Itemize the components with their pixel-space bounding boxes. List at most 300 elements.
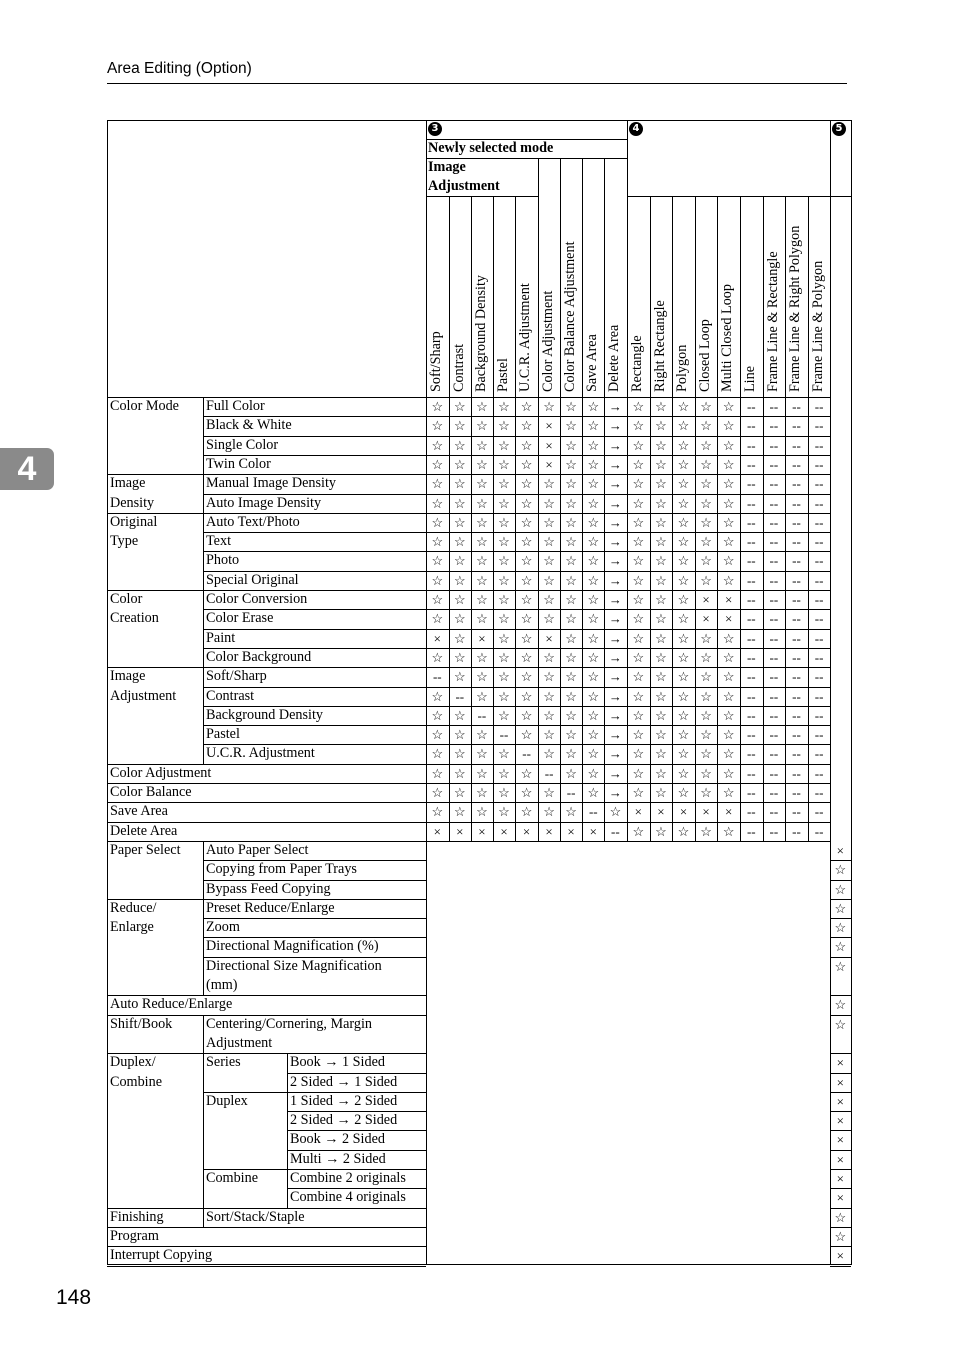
compat-cell: × <box>836 842 844 858</box>
compat-cell: ☆ <box>453 804 466 820</box>
compat-cell: ☆ <box>476 611 488 627</box>
compat-cell: -- <box>769 823 779 839</box>
compat-cell: ☆ <box>543 534 555 550</box>
compat-cell: -- <box>792 746 801 762</box>
compat-cell: × <box>836 1190 844 1206</box>
compat-cell: ☆ <box>700 727 712 743</box>
compat-cell: ☆ <box>520 727 533 743</box>
compat-cell: ☆ <box>431 514 444 530</box>
compat-cell: ☆ <box>453 456 466 472</box>
compat-cell: ☆ <box>520 630 533 646</box>
compat-cell: × <box>725 592 733 607</box>
compat-cell: -- <box>769 630 779 646</box>
compat-cell: ☆ <box>587 630 600 646</box>
compat-cell: → <box>608 514 622 530</box>
compat-cell: → <box>608 418 622 434</box>
compat-cell: ☆ <box>453 611 466 627</box>
compat-cell: -- <box>769 476 779 492</box>
compat-cell: ☆ <box>834 1209 847 1225</box>
compat-cell: -- <box>814 456 824 472</box>
compat-cell: ☆ <box>587 669 600 685</box>
compat-cell: ☆ <box>543 514 555 530</box>
row-setting-label: Background Density <box>206 706 324 723</box>
compat-cell: -- <box>746 649 756 665</box>
compat-cell: -- <box>746 495 756 511</box>
column-header <box>809 198 829 394</box>
compat-cell: → <box>608 572 622 588</box>
compat-cell: ☆ <box>543 727 555 743</box>
compat-cell: -- <box>792 785 801 800</box>
compat-cell: ☆ <box>700 688 712 704</box>
compat-cell: ☆ <box>722 823 735 839</box>
row-setting-label: Manual Image Density <box>206 475 337 492</box>
compat-cell: ☆ <box>677 688 690 704</box>
compat-cell: × <box>433 823 441 839</box>
compat-cell: ☆ <box>700 765 712 781</box>
column-header-label: Pastel <box>494 358 511 392</box>
compat-cell: -- <box>769 727 779 743</box>
compat-cell: ☆ <box>677 823 690 839</box>
compatibility-table <box>107 120 851 1264</box>
compat-cell: ☆ <box>520 804 533 820</box>
compat-cell: ☆ <box>453 727 466 743</box>
compat-cell: ☆ <box>677 553 690 569</box>
compat-cell: ☆ <box>543 572 555 588</box>
compat-cell: ☆ <box>834 939 847 955</box>
column-header <box>718 198 738 394</box>
compat-cell: -- <box>814 765 824 781</box>
row-category-label: Program <box>110 1227 159 1244</box>
compat-cell: -- <box>814 592 824 607</box>
row-setting-label: U.C.R. Adjustment <box>206 745 315 762</box>
compat-cell: ☆ <box>565 592 577 607</box>
compat-cell: → <box>608 399 622 414</box>
compat-cell: ☆ <box>498 630 510 646</box>
compat-cell: ☆ <box>431 785 444 800</box>
compat-cell: -- <box>792 823 801 839</box>
row-option-label: Combine 2 originals <box>290 1170 406 1186</box>
compat-cell: ☆ <box>632 553 645 569</box>
column-header-label: Multi Closed Loop <box>719 284 736 392</box>
compat-cell: ☆ <box>722 649 735 665</box>
compat-cell: ☆ <box>498 418 510 434</box>
column-header-label: Color Balance Adjustment <box>561 241 578 392</box>
compat-cell: -- <box>792 495 801 511</box>
compat-cell: -- <box>814 746 824 762</box>
compat-cell: ☆ <box>476 688 488 704</box>
row-category-label: Image <box>110 668 146 685</box>
compat-cell: ☆ <box>677 727 690 743</box>
image-adjustment-label: Image Adjustment <box>428 159 500 195</box>
row-setting-label: Auto Text/Photo <box>206 513 300 530</box>
compat-cell: → <box>608 495 622 511</box>
compat-cell: × <box>836 1151 844 1167</box>
compat-cell: -- <box>746 592 756 607</box>
compat-cell: ☆ <box>520 688 533 704</box>
compat-cell: -- <box>792 592 801 607</box>
compat-cell: ☆ <box>587 707 600 723</box>
compat-cell: → <box>608 649 622 665</box>
row-option-label: Book → 1 Sided <box>290 1054 385 1071</box>
compat-cell: -- <box>814 476 824 492</box>
compat-cell: -- <box>814 688 824 704</box>
column-header-label: Right Rectangle <box>651 300 668 392</box>
compat-cell: ☆ <box>431 495 444 511</box>
compat-cell: ☆ <box>431 456 444 472</box>
compat-cell: ☆ <box>700 534 712 550</box>
compat-cell: ☆ <box>520 669 533 685</box>
compat-cell: ☆ <box>476 437 488 453</box>
compat-cell: -- <box>792 630 801 646</box>
row-setting-label: Twin Color <box>206 455 271 472</box>
column-header-label: U.C.R. Adjustment <box>517 283 534 392</box>
row-setting-label: Adjustment <box>206 1034 273 1051</box>
compat-cell: ☆ <box>543 688 555 704</box>
compat-cell: → <box>608 437 622 453</box>
column-header <box>786 198 806 394</box>
row-option-label: Multi → 2 Sided <box>290 1150 386 1167</box>
compat-cell: ☆ <box>834 1016 847 1032</box>
compat-cell: ☆ <box>520 476 533 492</box>
compat-cell: ☆ <box>632 534 645 550</box>
compat-cell: -- <box>769 495 779 511</box>
row-setting-label: Single Color <box>206 436 279 453</box>
compat-cell: ☆ <box>476 399 488 414</box>
compat-cell: ☆ <box>722 495 735 511</box>
compat-cell: -- <box>792 456 801 472</box>
compat-cell: ☆ <box>677 456 690 472</box>
compat-cell: ☆ <box>655 746 667 762</box>
compat-cell: ☆ <box>520 649 533 665</box>
compat-cell: -- <box>792 649 801 665</box>
compat-cell: ☆ <box>565 476 577 492</box>
compat-cell: -- <box>746 785 756 800</box>
compat-cell: ☆ <box>655 649 667 665</box>
compat-cell: -- <box>814 553 824 569</box>
compat-cell: ☆ <box>632 514 645 530</box>
row-setting-label: Photo <box>206 552 240 569</box>
compat-cell: ☆ <box>655 688 667 704</box>
compat-cell: -- <box>746 553 756 569</box>
compat-cell: × <box>634 804 642 820</box>
compat-cell: ☆ <box>722 630 735 646</box>
compat-cell: -- <box>769 785 779 800</box>
compat-cell: ☆ <box>587 495 600 511</box>
compat-cell: ☆ <box>587 746 600 762</box>
compat-cell: ☆ <box>677 495 690 511</box>
compat-cell: -- <box>814 707 824 723</box>
compat-cell: ☆ <box>476 495 488 511</box>
compat-cell: ☆ <box>498 649 510 665</box>
compat-cell: ☆ <box>498 611 510 627</box>
compat-cell: ☆ <box>632 669 645 685</box>
compat-cell: -- <box>792 727 801 743</box>
compat-cell: ☆ <box>565 399 577 414</box>
row-category-label: Save Area <box>110 803 168 820</box>
row-setting-label: Special Original <box>206 571 299 588</box>
compat-cell: ☆ <box>476 727 488 743</box>
compat-cell: ☆ <box>498 399 510 414</box>
compat-cell: ☆ <box>722 514 735 530</box>
compat-cell: ☆ <box>498 746 510 762</box>
compat-cell: ☆ <box>543 476 555 492</box>
compat-cell: ☆ <box>543 746 555 762</box>
compat-cell: -- <box>814 399 824 414</box>
row-option-label: 1 Sided → 2 Sided <box>290 1092 398 1109</box>
lower-values-border <box>426 841 427 1264</box>
compat-cell: -- <box>746 630 756 646</box>
compat-cell: -- <box>814 437 824 453</box>
compat-cell: -- <box>814 804 824 820</box>
compat-cell: → <box>608 746 622 762</box>
compat-cell: ☆ <box>498 437 510 453</box>
row-setting-label: Zoom <box>206 919 240 936</box>
compat-cell: ☆ <box>476 765 488 781</box>
compat-cell: ☆ <box>655 669 667 685</box>
compat-cell: → <box>608 669 622 685</box>
compat-cell: × <box>836 1171 844 1186</box>
compat-cell: -- <box>746 418 756 434</box>
compat-cell: -- <box>792 765 801 781</box>
compat-cell: ☆ <box>655 592 667 607</box>
row-setting-label: Paint <box>206 629 236 646</box>
compat-cell: -- <box>566 785 576 800</box>
row-setting-label: Auto Image Density <box>206 494 322 511</box>
column-header <box>764 198 784 394</box>
compat-cell: ☆ <box>655 765 667 781</box>
row-category-label: Adjustment <box>110 687 177 704</box>
row-setting-label: Color Conversion <box>206 591 308 607</box>
compat-cell: × <box>545 418 553 434</box>
compat-cell: ☆ <box>632 746 645 762</box>
compat-cell: × <box>836 1132 844 1148</box>
compat-cell: ☆ <box>565 514 577 530</box>
compat-cell: ☆ <box>655 476 667 492</box>
row-setting-label: Directional Magnification (%) <box>206 938 379 955</box>
compat-cell: × <box>545 823 553 839</box>
compat-cell: ☆ <box>565 418 577 434</box>
compat-cell: -- <box>746 534 756 550</box>
compat-cell: ☆ <box>498 765 510 781</box>
compat-cell: ☆ <box>677 592 690 607</box>
row-category-label: Interrupt Copying <box>110 1247 213 1264</box>
compat-cell: ☆ <box>453 746 466 762</box>
compat-cell: ☆ <box>587 418 600 434</box>
compat-cell: -- <box>814 514 824 530</box>
compat-cell: ☆ <box>476 553 488 569</box>
compat-cell: ☆ <box>632 688 645 704</box>
compat-cell: -- <box>814 727 824 743</box>
compat-cell: ☆ <box>677 785 690 800</box>
compat-cell: × <box>702 592 710 607</box>
column-header-label: Rectangle <box>629 335 645 392</box>
compat-cell: × <box>836 1074 844 1090</box>
compat-cell: ☆ <box>722 399 735 414</box>
compat-cell: -- <box>792 534 801 550</box>
compat-cell: -- <box>746 456 756 472</box>
compat-cell: ☆ <box>543 553 555 569</box>
compat-cell: ☆ <box>677 514 690 530</box>
compat-cell: ☆ <box>543 669 555 685</box>
page-header-title: Area Editing (Option) <box>107 60 252 77</box>
compat-cell: ☆ <box>700 707 712 723</box>
compat-cell: ☆ <box>632 418 645 434</box>
compat-cell: ☆ <box>543 611 555 627</box>
compat-cell: -- <box>792 572 801 588</box>
compat-cell: ☆ <box>431 649 444 665</box>
compat-cell: ☆ <box>655 399 667 414</box>
compat-cell: ☆ <box>655 630 667 646</box>
compat-cell: × <box>478 630 486 646</box>
compat-cell: ☆ <box>476 669 488 685</box>
compat-cell: -- <box>588 804 598 820</box>
compat-cell: × <box>433 630 441 646</box>
compat-cell: ☆ <box>431 553 444 569</box>
compat-cell: ☆ <box>587 514 600 530</box>
compat-cell: ☆ <box>722 456 735 472</box>
row-category-label: Color Balance <box>110 784 192 800</box>
compat-cell: -- <box>522 746 531 762</box>
compat-cell: -- <box>814 630 824 646</box>
compat-cell: ☆ <box>431 399 444 414</box>
compat-cell: ☆ <box>677 707 690 723</box>
compat-cell: -- <box>814 823 824 839</box>
compat-cell: ☆ <box>700 495 712 511</box>
compat-cell: ☆ <box>700 746 712 762</box>
row-setting-label: Pastel <box>206 726 240 743</box>
compat-cell: ☆ <box>543 495 555 511</box>
compat-cell: × <box>679 804 688 820</box>
compat-cell: ☆ <box>722 534 735 550</box>
compat-cell: ☆ <box>700 514 712 530</box>
compat-cell: ☆ <box>498 669 510 685</box>
compat-cell: ☆ <box>632 727 645 743</box>
compat-cell: ☆ <box>476 514 488 530</box>
compat-cell: -- <box>769 514 779 530</box>
compat-cell: → <box>608 785 622 800</box>
row-setting-label: Color Background <box>206 648 312 665</box>
column-header <box>651 198 671 394</box>
compat-cell: -- <box>769 592 779 607</box>
compat-cell: ☆ <box>632 437 645 453</box>
compat-cell: ☆ <box>431 765 444 781</box>
compat-cell: ☆ <box>655 456 667 472</box>
compat-cell: × <box>589 823 597 839</box>
compat-cell: ☆ <box>498 572 510 588</box>
group4-header-rule <box>627 196 830 197</box>
column-header-label: Soft/Sharp <box>428 331 444 392</box>
compat-cell: ☆ <box>565 669 577 685</box>
compat-cell: ☆ <box>520 437 533 453</box>
compat-cell: ☆ <box>543 707 555 723</box>
compat-cell: ☆ <box>655 534 667 550</box>
column-header-label: Polygon <box>674 344 691 392</box>
column-header <box>673 198 693 394</box>
compat-cell: ☆ <box>677 476 690 492</box>
compat-cell: ☆ <box>431 746 444 762</box>
compat-cell: ☆ <box>632 592 645 607</box>
compat-cell: × <box>702 611 710 627</box>
compat-cell: -- <box>746 476 756 492</box>
compat-cell: ☆ <box>834 920 847 936</box>
compat-cell: ☆ <box>677 572 690 588</box>
compat-cell: -- <box>746 727 756 743</box>
row-setting-label: Contrast <box>206 687 255 704</box>
compat-cell: -- <box>769 765 779 781</box>
compat-cell: ☆ <box>520 592 533 607</box>
compat-cell: ☆ <box>655 572 667 588</box>
compat-cell: ☆ <box>722 727 735 743</box>
row-setting-label: Centering/Cornering, Margin <box>206 1015 373 1032</box>
compat-cell: ☆ <box>632 630 645 646</box>
compat-cell: -- <box>746 707 756 723</box>
compat-cell: ☆ <box>722 476 735 492</box>
row-category-label: Shift/Book <box>110 1015 173 1032</box>
compat-cell: ☆ <box>498 514 510 530</box>
row-category-label: Paper Select <box>110 841 181 858</box>
compat-cell: ☆ <box>677 534 690 550</box>
compat-cell: -- <box>432 669 442 685</box>
compat-cell: ☆ <box>677 765 690 781</box>
compat-cell: ☆ <box>453 553 466 569</box>
compat-cell: → <box>608 553 622 569</box>
row-category-label: Finishing <box>110 1208 164 1225</box>
column-header-label: Save Area <box>584 334 600 392</box>
compat-cell: ☆ <box>700 649 712 665</box>
column-header-label: Color Adjustment <box>539 290 556 392</box>
compat-cell: ☆ <box>587 765 600 781</box>
compat-cell: × <box>657 804 665 820</box>
compat-cell: ☆ <box>565 611 577 627</box>
row-category-label: Image <box>110 475 146 492</box>
compat-cell: -- <box>746 611 756 627</box>
compat-cell: ☆ <box>834 997 847 1013</box>
column-header-label: Frame Line & Right Polygon <box>787 225 804 392</box>
newly-selected-mode-label: Newly selected mode <box>428 140 554 156</box>
compat-cell: ☆ <box>632 611 645 627</box>
compat-cell: ☆ <box>700 669 712 685</box>
row-category-label: Auto Reduce/Enlarge <box>110 996 233 1013</box>
column-header <box>628 198 648 394</box>
compat-cell: ☆ <box>834 900 847 916</box>
compat-cell: ☆ <box>587 437 600 453</box>
compat-cell: ☆ <box>587 456 600 472</box>
column-header <box>741 198 761 394</box>
compat-cell: -- <box>792 514 801 530</box>
compat-cell: → <box>608 456 622 472</box>
compat-cell: → <box>608 688 622 704</box>
row-setting-label: Sort/Stack/Staple <box>206 1208 305 1225</box>
compat-cell: ☆ <box>632 399 645 414</box>
compat-cell: ☆ <box>498 592 510 607</box>
compat-cell: ☆ <box>431 727 444 743</box>
compat-cell: ☆ <box>498 785 510 800</box>
column-header-label: Frame Line & Rectangle <box>764 251 781 392</box>
group-marker-5: 5 <box>832 122 846 136</box>
compat-cell: ☆ <box>543 399 555 414</box>
compat-cell: ☆ <box>587 572 600 588</box>
compat-cell: ☆ <box>655 707 667 723</box>
row-category-label: Duplex/ <box>110 1054 156 1071</box>
compat-cell: × <box>545 456 553 472</box>
compat-cell: ☆ <box>655 437 667 453</box>
header-rule <box>107 83 847 84</box>
chapter-tab: 4 <box>0 448 54 490</box>
compat-cell: ☆ <box>453 572 466 588</box>
row-category-label: Reduce/ <box>110 899 157 916</box>
compat-cell: -- <box>746 669 756 685</box>
compat-cell: -- <box>792 476 801 492</box>
